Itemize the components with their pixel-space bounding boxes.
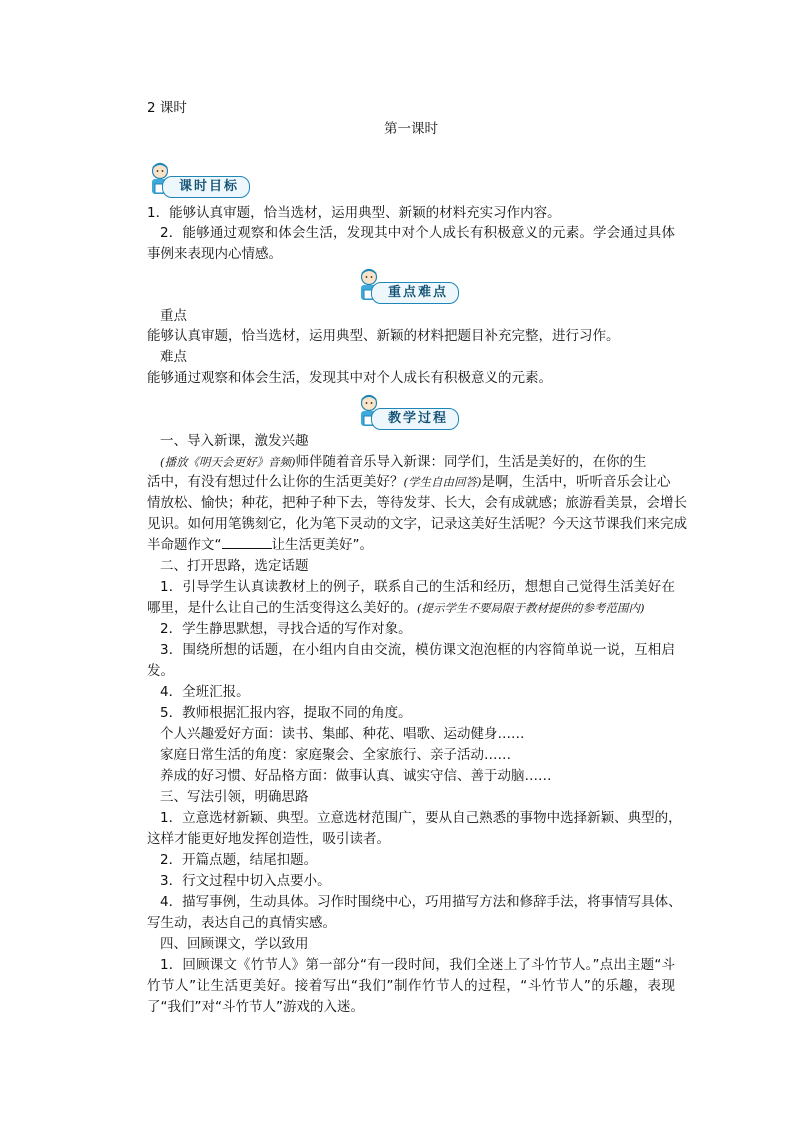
angle-habits: 养成的好习惯、好品格方面：做事认真、诚实守信、善于动脑…… <box>160 768 552 784</box>
section-2-item-2: 2．学生静思默想，寻找合适的写作对象。 <box>160 621 412 637</box>
key-text: 能够认真审题，恰当选材，运用典型、新颖的材料把题目补充完整，进行习作。 <box>147 328 620 344</box>
stage-note: (学生自由回答) <box>403 475 482 489</box>
section-2-item-5: 5．教师根据汇报内容，提取不同的角度。 <box>160 705 412 721</box>
section-3-item-1-line-2: 这样才能更好地发挥创造性，吸引读者。 <box>147 831 390 847</box>
stage-note: (提示学生不要局限于教材提供的参考范围内) <box>417 601 645 615</box>
process-badge-label: 教学过程 <box>371 408 459 430</box>
section-3-heading: 三、写法引领，明确思路 <box>160 789 309 805</box>
section-2-item-1-line-2: 哪里，是什么让自己的生活变得这么美好的。(提示学生不要局限于教材提供的参考范围内) <box>147 600 645 616</box>
key-label: 重点 <box>160 308 187 324</box>
section-2-item-3-line-2: 发。 <box>147 663 174 679</box>
section-2-item-4: 4．全班汇报。 <box>160 684 250 700</box>
section-1-line-4: 见识。如何用笔镌刻它，化为笔下灵动的文字，记录这美好生活呢？今天这节课我们来完成 <box>147 516 687 532</box>
section-4-item-1-line-3: 了“我们”对“斗竹节人”游戏的入迷。 <box>147 999 364 1015</box>
goal-2-line-1: 2．能够通过观察和体会生活，发现其中对个人成长有积极意义的元素。学会通过具体 <box>160 225 675 241</box>
section-2-item-1-line-1: 1．引导学生认真读教材上的例子，联系自己的生活和经历，想想自己觉得生活美好在 <box>160 579 675 595</box>
stage-note: (播放《明天会更好》音频) <box>160 455 296 469</box>
section-4-item-1-line-2: 竹节人”让生活更美好。接着写出“我们”制作竹节人的过程，“斗竹节人”的乐趣，表现 <box>147 978 675 994</box>
section-3-item-4-line-2: 写生动，表达自己的真情实感。 <box>147 915 336 931</box>
angle-hobbies: 个人兴趣爱好方面：读书、集邮、种花、唱歌、运动健身…… <box>160 726 525 742</box>
section-2-heading: 二、打开思路，选定话题 <box>160 558 309 574</box>
difficulty-text: 能够通过观察和体会生活，发现其中对个人成长有积极意义的元素。 <box>147 370 552 386</box>
section-3-item-3: 3．行文过程中切入点要小。 <box>160 873 331 889</box>
first-lesson-title: 第一课时 <box>384 121 438 137</box>
section-2-item-3-line-1: 3．围绕所想的话题，在小组内自由交流，模仿课文泡泡框的内容简单说一说，互相启 <box>160 642 675 658</box>
goals-badge-label: 课时目标 <box>162 176 250 198</box>
goal-2-line-2: 事例来表现内心情感。 <box>147 246 282 262</box>
section-1-line-1: (播放《明天会更好》音频)师伴随着音乐导入新课：同学们，生活是美好的，在你的生 <box>160 454 647 470</box>
section-1-line-2: 活中，有没有想过什么让你的生活更美好？(学生自由回答)是啊，生活中，听听音乐会让心 <box>147 474 671 490</box>
goal-1: 1．能够认真审题，恰当选材，运用典型、新颖的材料充实习作内容。 <box>147 205 561 221</box>
key-points-badge-label: 重点难点 <box>371 282 459 304</box>
section-1-line-3: 情放松、愉快；种花，把种子种下去，等待发芽、长大，会有成就感；旅游看美景，会增长 <box>147 495 687 511</box>
section-1-line-5: 半命题作文“ 让生活更美好”。 <box>147 537 373 553</box>
lesson-count: 2 课时 <box>147 100 187 116</box>
angle-family: 家庭日常生活的角度：家庭聚会、全家旅行、亲子活动…… <box>160 747 511 763</box>
section-4-item-1-line-1: 1．回顾课文《竹节人》第一部分“有一段时间，我们全迷上了斗竹节人。”点出主题“斗 <box>160 957 675 973</box>
section-3-item-2: 2．开篇点题，结尾扣题。 <box>160 852 318 868</box>
section-3-item-4-line-1: 4．描写事例，生动具体。习作时围绕中心，巧用描写方法和修辞手法，将事情写具体、 <box>160 894 682 910</box>
fill-in-blank <box>222 536 272 549</box>
section-3-item-1-line-1: 1．立意选材新颖、典型。立意选材范围广，要从自己熟悉的事物中选择新颖、典型的， <box>160 810 682 826</box>
difficulty-label: 难点 <box>160 349 187 365</box>
section-4-heading: 四、回顾课文，学以致用 <box>160 936 309 952</box>
section-1-heading: 一、导入新课，激发兴趣 <box>160 433 309 449</box>
